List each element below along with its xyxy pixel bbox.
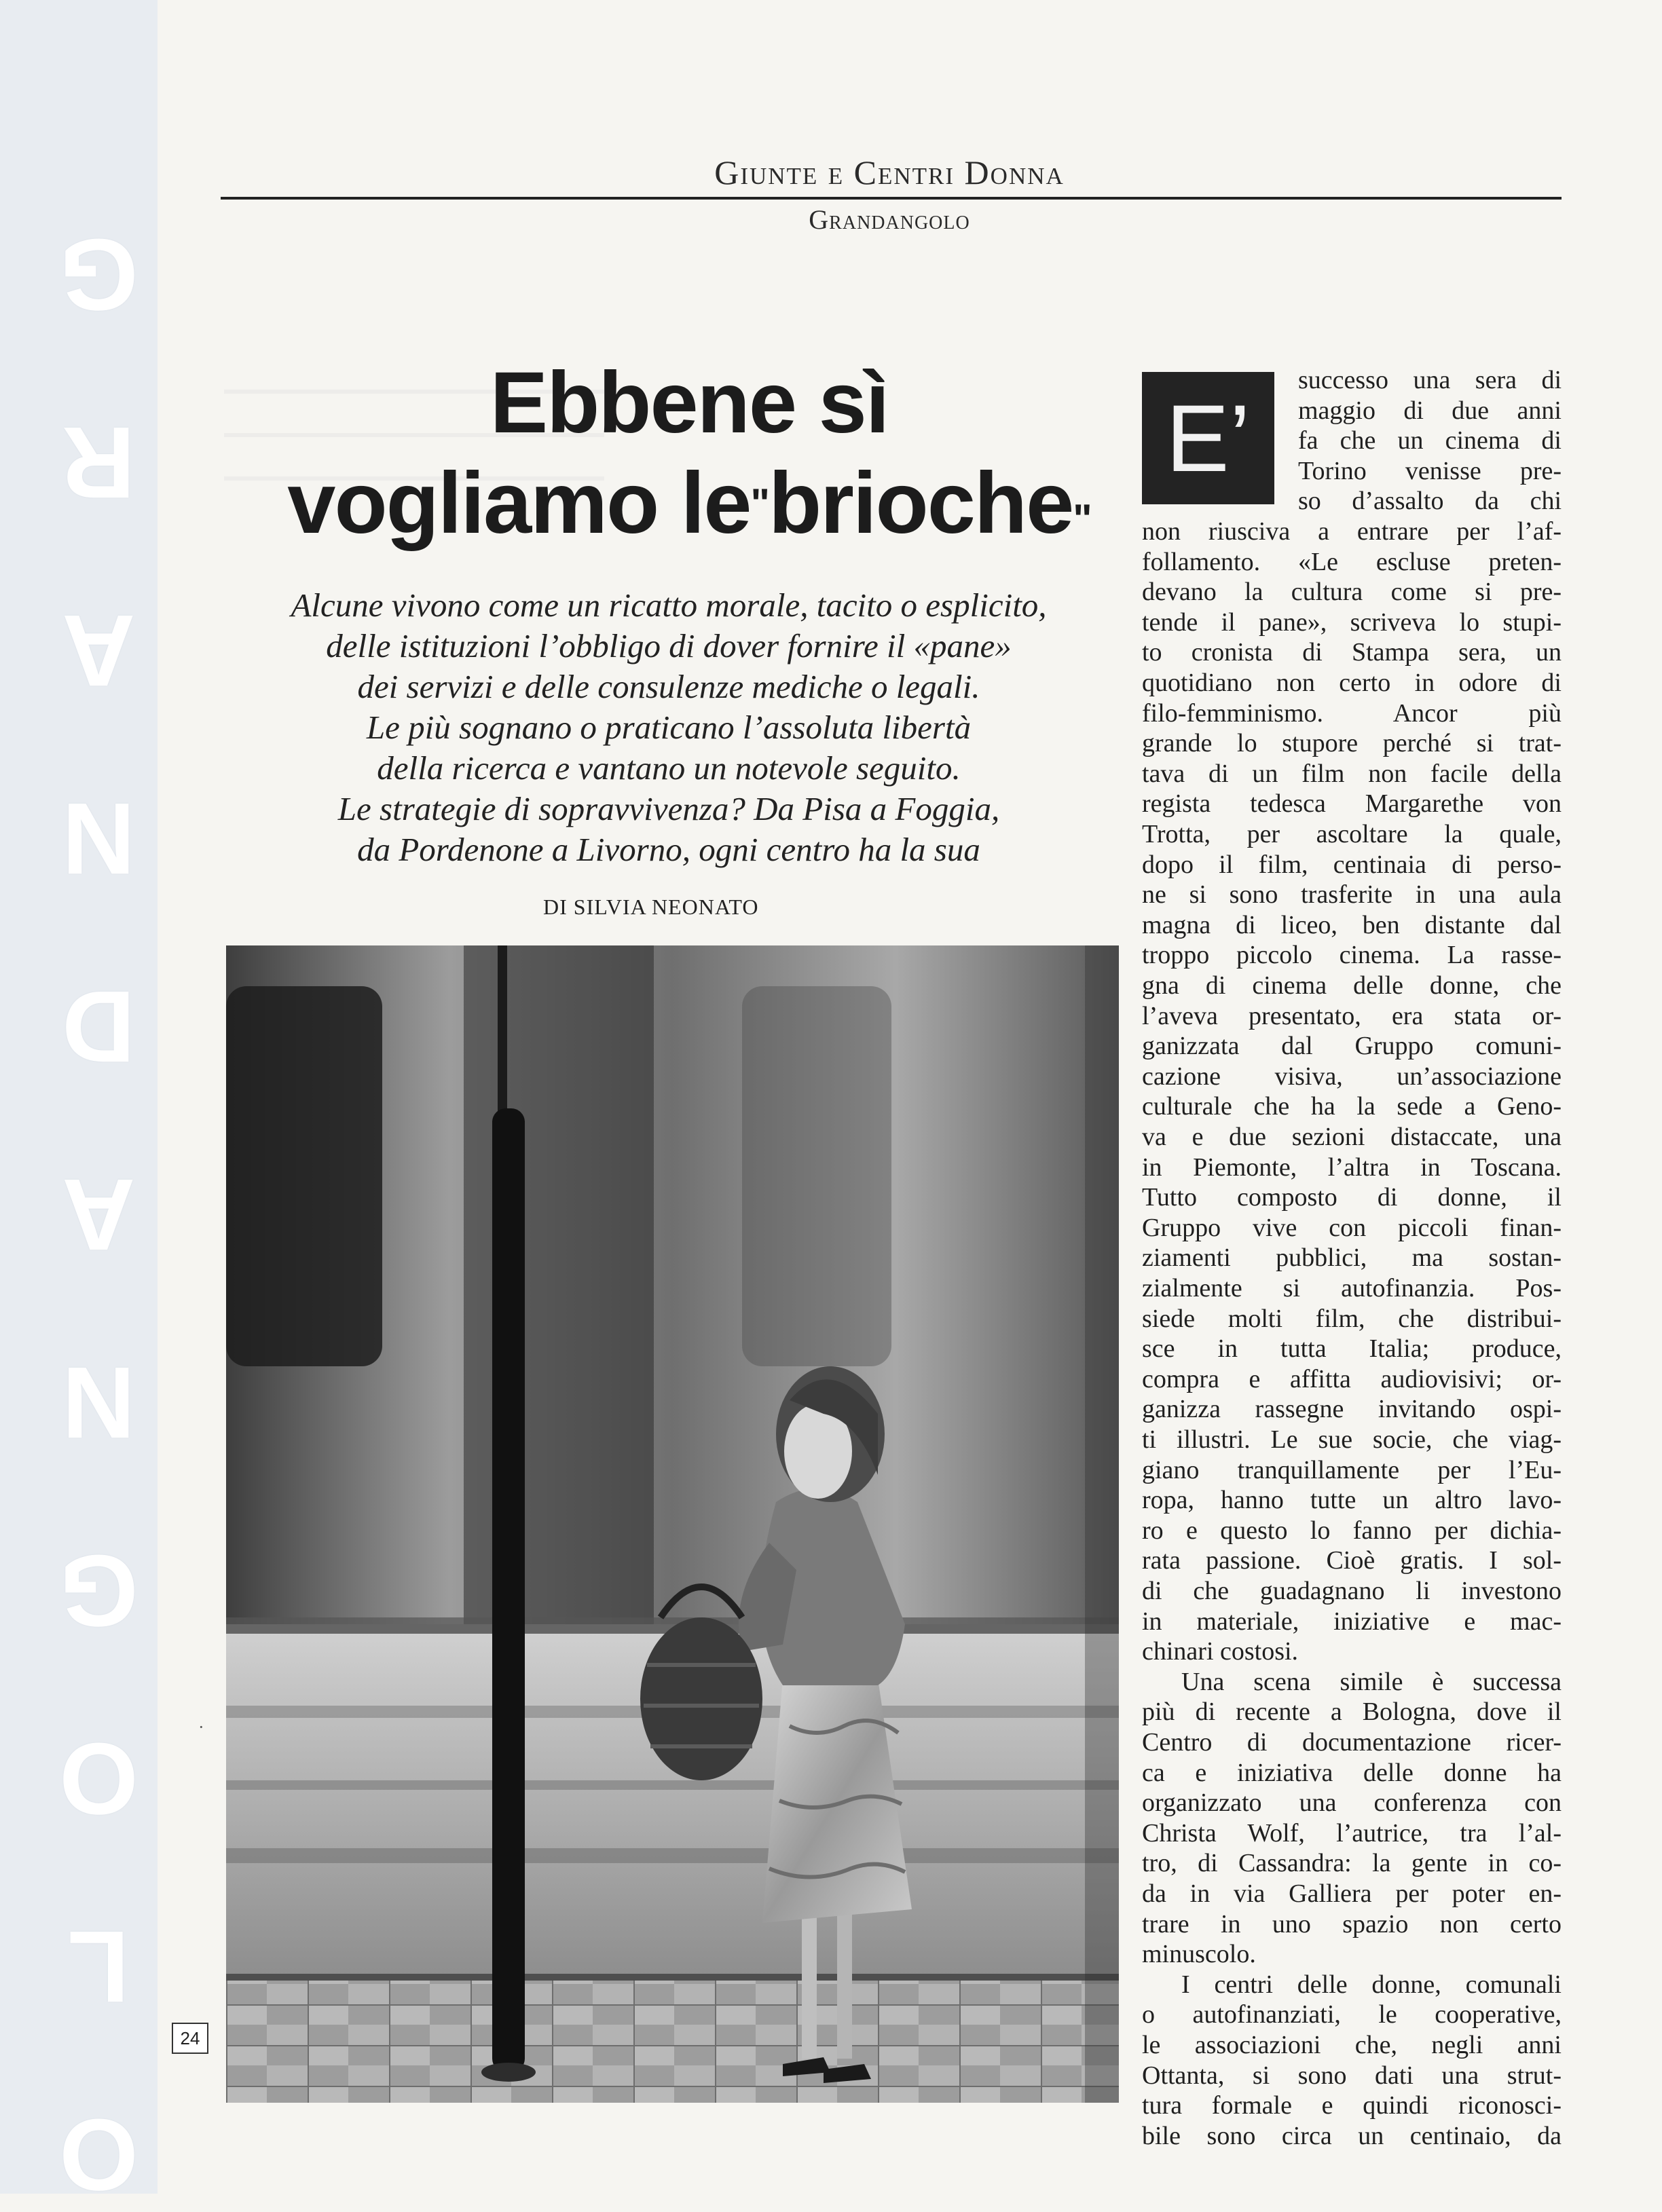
body-line: ro e questo lo fanno per dichia-: [1142, 1516, 1562, 1545]
side-letter: G: [58, 218, 138, 332]
body-line: in materiale, iniziative e mac-: [1142, 1607, 1562, 1636]
body-line: Christa Wolf, l’autrice, tra l’al-: [1142, 1818, 1562, 1848]
body-line: ganizza rassegne invitando ospi-: [1142, 1395, 1562, 1424]
body-line: ca e iniziativa delle donne ha: [1142, 1758, 1562, 1787]
body-line: to cronista di Stampa sera, un: [1142, 638, 1562, 667]
body-line: in Piemonte, l’altra in Toscana.: [1142, 1152, 1562, 1182]
body-line: troppo piccolo cinema. La rasse-: [1142, 941, 1562, 970]
body-line: follamento. «Le escluse preten-: [1142, 547, 1562, 576]
deck-line: dei servizi e delle consulenze mediche o legali.: [357, 668, 980, 705]
body-line: le associazioni che, negli anni: [1142, 2031, 1562, 2059]
side-letter: R: [61, 406, 136, 520]
body-line: I centri delle donne, comunali: [1181, 1970, 1562, 1999]
body-line: minuscolo.: [1142, 1940, 1256, 1969]
headline-open-quote: ": [750, 481, 769, 526]
deck-line: della ricerca e vantano un notevole seguito.: [377, 749, 961, 787]
body-line: maggio di due anni: [1298, 396, 1562, 425]
body-line: so d’assalto da chi: [1298, 487, 1562, 516]
deck-line: Le strategie di sopravvivenza? Da Pisa a Foggia,: [337, 790, 1000, 827]
body-line: Gruppo vive con piccoli finan-: [1142, 1213, 1562, 1242]
body-line: tura formale e quindi riconosci-: [1142, 2091, 1562, 2120]
headline-line-2-text: vogliamo le: [287, 455, 751, 552]
body-line: successo una sera di: [1298, 366, 1562, 394]
deck-line: Alcune vivono come un ricatto morale, tacito o esplicito,: [291, 586, 1047, 624]
body-line: fa che un cinema di: [1298, 426, 1562, 455]
body-line: chinari costosi.: [1142, 1637, 1299, 1666]
article-deck: [217, 585, 1120, 870]
body-line: Una scena simile è successa: [1181, 1667, 1562, 1696]
body-line: filo-femminismo. Ancor più: [1142, 698, 1562, 728]
body-line: compra e affitta audiovisivi; or-: [1142, 1364, 1562, 1393]
body-line: l’aveva presentato, era stata or-: [1142, 1001, 1562, 1030]
drop-cap: E’: [1142, 372, 1274, 504]
deck-line: Le più sognano o praticano l’assoluta libertà: [366, 709, 972, 746]
body-line: ti illustri. Le sue socie, che viag-: [1142, 1425, 1562, 1454]
margin-mark: ·: [198, 1717, 204, 1737]
body-line: Centro di documentazione ricer-: [1142, 1728, 1562, 1757]
body-line: ropa, hanno tutte un altro lavo-: [1142, 1486, 1562, 1515]
body-line: non riusciva a entrare per l’af-: [1142, 517, 1562, 546]
body-line: o autofinanziati, le cooperative,: [1142, 2000, 1562, 2029]
body-line: dopo il film, centinaia di perso-: [1142, 850, 1562, 879]
side-letter: L: [67, 1910, 130, 2024]
body-line: giano tranquillamente per l’Eu-: [1142, 1455, 1562, 1484]
side-letter: N: [61, 1346, 136, 1460]
side-letter: D: [61, 970, 136, 1084]
body-line: tende il pane», scriveva lo stupi-: [1142, 607, 1562, 637]
article-headline: [224, 353, 1154, 569]
body-line: grande lo stupore perché si trat-: [1142, 729, 1562, 758]
body-line: Ottanta, si sono dati una strut-: [1142, 2061, 1562, 2090]
body-line: tro, di Cassandra: la gente in co-: [1142, 1849, 1562, 1878]
body-line: cazione visiva, un’associazione: [1142, 1062, 1562, 1091]
body-line: ne si sono trasferite in una aula: [1142, 880, 1562, 910]
body-line: quotidiano non certo in odore di: [1142, 669, 1562, 697]
headline-line-1: Ebbene sì: [490, 354, 889, 451]
section-header: Giunte e Centri Donna: [714, 153, 1065, 191]
byline: DI SILVIA NEONATO: [543, 895, 759, 919]
body-line: da in via Galliera per poter en-: [1142, 1879, 1562, 1908]
body-line: regista tedesca Margarethe von: [1142, 789, 1562, 819]
body-line: magna di liceo, ben distante dal: [1142, 910, 1562, 939]
body-line: di che guadagnano li investono: [1142, 1577, 1562, 1605]
body-line: va e due sezioni distaccate, una: [1142, 1123, 1562, 1151]
body-line: Trotta, per ascoltare la quale,: [1142, 820, 1562, 848]
body-line: sce in tutta Italia; produce,: [1142, 1334, 1562, 1364]
body-line: tava di un film non facile della: [1142, 759, 1562, 788]
body-line: gna di cinema delle donne, che: [1142, 971, 1562, 1000]
side-letter: O: [58, 1722, 138, 1836]
body-line: organizzato una conferenza con: [1142, 1788, 1562, 1818]
headline-close-quote: ": [1073, 496, 1091, 542]
page-number: 24: [172, 2023, 208, 2054]
headline-word: brioche: [768, 455, 1073, 552]
body-line: rata passione. Cioè gratis. I sol-: [1142, 1546, 1562, 1575]
body-line: zialmente si autofinanzia. Pos-: [1142, 1274, 1562, 1302]
body-line: ziamenti pubblici, ma sostan-: [1142, 1243, 1562, 1273]
side-letter: A: [61, 594, 136, 708]
body-line: trare in uno spazio non certo: [1142, 1909, 1562, 1938]
body-line: più di recente a Bologna, dove il: [1142, 1698, 1562, 1727]
side-vertical-title: [48, 218, 149, 2212]
body-line: Tutto composto di donne, il: [1142, 1183, 1562, 1212]
deck-line: da Pordenone a Livorno, ogni centro ha la sua: [357, 831, 980, 868]
side-letter: O: [58, 2098, 138, 2212]
photo-illustration: [226, 945, 1119, 2103]
section-subheader: Grandangolo: [809, 204, 970, 235]
body-line: Torino venisse pre-: [1298, 456, 1562, 485]
article-photo: [226, 945, 1119, 2103]
body-line: ganizzata dal Gruppo comuni-: [1142, 1032, 1562, 1061]
body-line: bile sono circa un centinaio, da: [1142, 2121, 1562, 2150]
side-letter: A: [61, 1158, 136, 1272]
header-rule: [221, 197, 1562, 200]
side-letter: N: [61, 782, 136, 896]
body-line: culturale che ha la sede a Geno-: [1142, 1092, 1562, 1121]
headline-line-2: [224, 453, 1154, 569]
body-line: devano la cultura come si pre-: [1142, 578, 1562, 607]
side-letter: G: [58, 1534, 138, 1648]
deck-line: delle istituzioni l’obbligo di dover fornire il «pane»: [326, 627, 1012, 664]
body-line: siede molti film, che distribui-: [1142, 1304, 1562, 1333]
